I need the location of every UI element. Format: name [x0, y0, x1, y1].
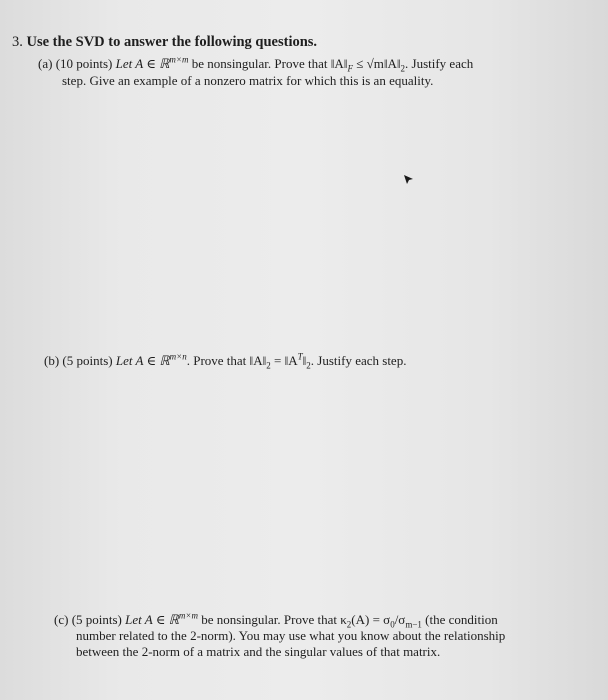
part-a-points: (10 points) [55, 56, 113, 71]
part-a-sub-f: F [347, 63, 353, 74]
part-b-text-1: Let A ∈ ℝ [115, 353, 170, 368]
part-c-sub-3: m−1 [405, 619, 422, 630]
part-a-text-2: be nonsingular. Prove that ‖A‖ [191, 56, 348, 71]
part-c-text-4: /σ [394, 612, 406, 627]
question-number: 3. [12, 34, 23, 50]
part-a-text-1: Let A ∈ ℝ [115, 56, 170, 71]
part-c-line-1 [54, 612, 584, 628]
part-c-line-3: between the 2-norm of a matrix and the singular values of that matrix. [76, 644, 441, 659]
part-a-text-4: . Justify each [405, 56, 474, 71]
part-b-label: (b) [44, 353, 60, 368]
part-c-text-1: Let A ∈ ℝ [125, 612, 179, 627]
part-b-sub-2: 2 [306, 360, 311, 371]
part-b-sub-1: 2 [266, 360, 271, 371]
part-c-sup-1: m×m [178, 610, 198, 621]
part-c-line-2: number related to the 2-norm). You may use what you know about the relationship [76, 628, 506, 643]
mouse-cursor-icon [403, 173, 414, 185]
part-b-text-3: = ‖A [273, 353, 298, 368]
part-c-sub-2: 0 [390, 619, 395, 630]
part-c [54, 612, 584, 660]
part-c-text-3: (A) = σ [351, 612, 391, 627]
part-c-points: (5 points) [71, 612, 122, 627]
part-b-sup-1: m×n [169, 351, 187, 362]
part-b-sup-2: T [297, 351, 303, 362]
part-b-points: (5 points) [62, 353, 113, 368]
part-c-text-2: be nonsingular. Prove that κ [201, 612, 347, 627]
part-b [44, 352, 584, 369]
part-a-text-3: ≤ √m‖A‖ [356, 56, 401, 71]
part-a-sup-1: m×m [169, 54, 189, 65]
question-heading [12, 34, 317, 51]
part-a-line-2: step. Give an example of a nonzero matrix for which this is an equality. [62, 73, 434, 88]
part-a-label: (a) [38, 56, 53, 71]
part-a-line-1 [38, 55, 590, 72]
part-a-sub-2: 2 [400, 63, 406, 74]
part-b-text-2: . Prove that ‖A‖ [186, 353, 267, 368]
part-b-text-5: . Justify each step. [310, 353, 407, 368]
part-b-text-4: ‖ [302, 353, 307, 368]
part-c-sub-1: 2 [346, 619, 352, 630]
part-c-label: (c) [54, 612, 69, 627]
part-c-text-5: (the condition [425, 612, 498, 627]
part-a [38, 55, 590, 89]
question-title: Use the SVD to answer the following questions. [26, 34, 318, 50]
